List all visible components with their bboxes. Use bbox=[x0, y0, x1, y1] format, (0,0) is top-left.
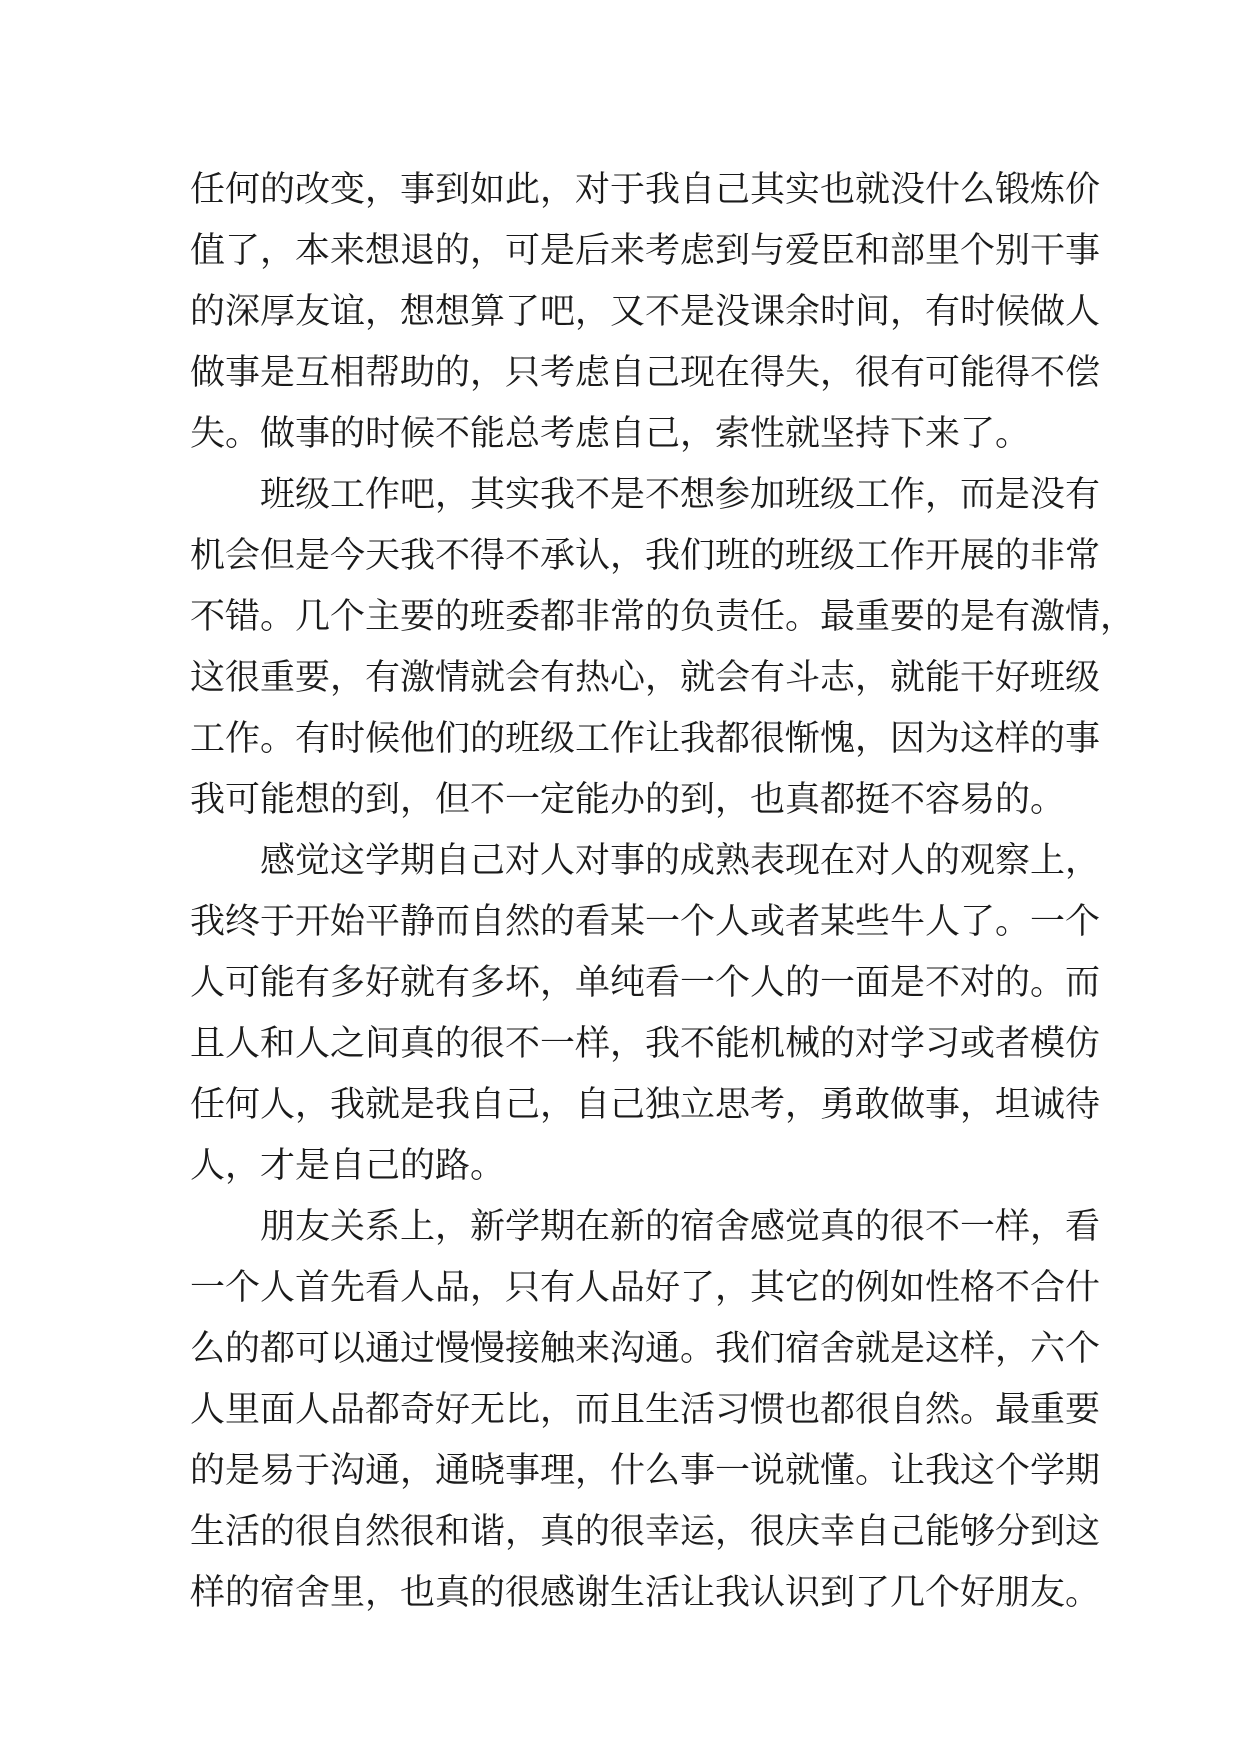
text-line: 一个人首先看人品，只有人品好了，其它的例如性格不合什 bbox=[190, 1268, 1101, 1308]
body-text bbox=[190, 160, 1136, 1624]
text-line: 工作。有时候他们的班级工作让我都很惭愧，因为这样的事 bbox=[190, 719, 1101, 759]
text-line: 班级工作吧，其实我不是不想参加班级工作，而是没有 bbox=[260, 475, 1101, 515]
text-line: 机会但是今天我不得不承认，我们班的班级工作开展的非常 bbox=[190, 536, 1101, 576]
text-line: 做事是互相帮助的，只考虑自己现在得失，很有可能得不偿 bbox=[190, 353, 1101, 393]
text-line: 我可能想的到，但不一定能办的到，也真都挺不容易的。 bbox=[190, 780, 1066, 820]
text-line: 任何的改变，事到如此，对于我自己其实也就没什么锻炼价 bbox=[190, 170, 1101, 210]
text-line: 的深厚友谊，想想算了吧，又不是没课余时间，有时候做人 bbox=[190, 292, 1101, 332]
text-line: 样的宿舍里，也真的很感谢生活让我认识到了几个好朋友。 bbox=[190, 1573, 1101, 1613]
text-line: 的是易于沟通，通晓事理，什么事一说就懂。让我这个学期 bbox=[190, 1451, 1101, 1491]
text-line: 人可能有多好就有多坏，单纯看一个人的一面是不对的。而 bbox=[190, 963, 1101, 1003]
text-line: 么的都可以通过慢慢接触来沟通。我们宿舍就是这样，六个 bbox=[190, 1329, 1101, 1369]
text-line: 感觉这学期自己对人对事的成熟表现在对人的观察上， bbox=[260, 841, 1101, 881]
text-line: 不错。几个主要的班委都非常的负责任。最重要的是有激情， bbox=[190, 597, 1136, 637]
text-line: 生活的很自然很和谐，真的很幸运，很庆幸自己能够分到这 bbox=[190, 1512, 1101, 1552]
text-line: 人，才是自己的路。 bbox=[190, 1146, 506, 1186]
text-line: 任何人，我就是我自己，自己独立思考，勇敢做事，坦诚待 bbox=[190, 1085, 1101, 1125]
text-line: 人里面人品都奇好无比，而且生活习惯也都很自然。最重要 bbox=[190, 1390, 1101, 1430]
text-line: 我终于开始平静而自然的看某一个人或者某些牛人了。一个 bbox=[190, 902, 1101, 942]
text-line: 失。做事的时候不能总考虑自己，索性就坚持下来了。 bbox=[190, 414, 1031, 454]
text-line: 这很重要，有激情就会有热心，就会有斗志，就能干好班级 bbox=[190, 658, 1101, 698]
text-line: 且人和人之间真的很不一样，我不能机械的对学习或者模仿 bbox=[190, 1024, 1101, 1064]
text-line: 朋友关系上，新学期在新的宿舍感觉真的很不一样，看 bbox=[260, 1207, 1101, 1247]
text-line: 值了，本来想退的，可是后来考虑到与爱臣和部里个别干事 bbox=[190, 231, 1101, 271]
